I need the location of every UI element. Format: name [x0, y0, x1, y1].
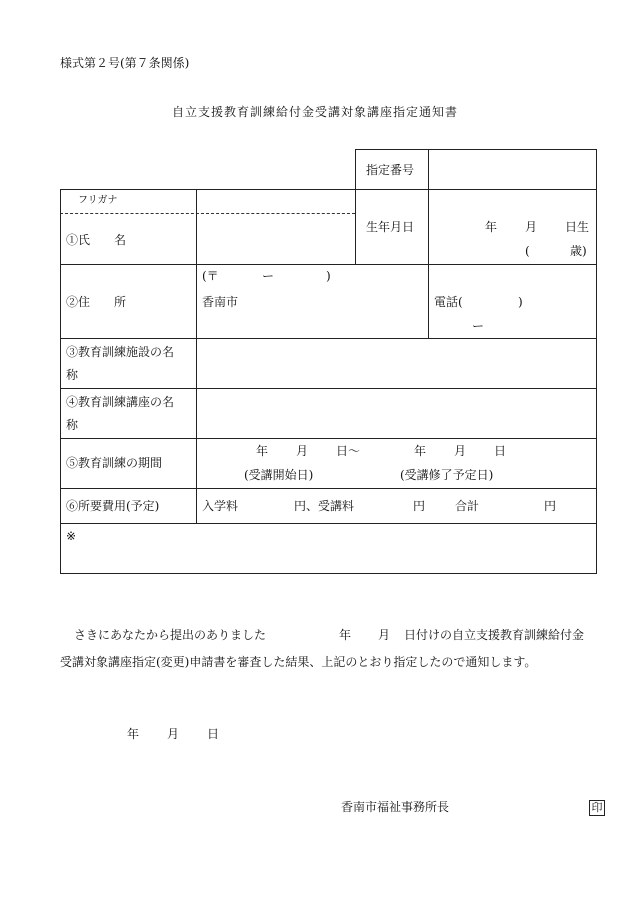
notice-text-part1: さきにあなたから提出のありました [74, 628, 267, 642]
age-open: ( [525, 244, 530, 258]
table-line [355, 149, 596, 150]
table-line [428, 149, 429, 264]
note-mark: ※ [66, 529, 77, 543]
furigana-label: フリガナ [78, 195, 118, 206]
table-line [355, 149, 356, 264]
address-label: ②住 所 [66, 295, 127, 309]
table-line [60, 573, 596, 574]
yen-label: 円 [544, 499, 557, 513]
phone-label: 電話( [434, 295, 463, 309]
course-label: ④教育訓練講座の名 [66, 395, 175, 409]
issue-month-label: 月 [167, 727, 180, 741]
issue-year-label: 年 [127, 727, 140, 741]
table-line [60, 523, 596, 524]
end-day-label: 日 [494, 444, 507, 458]
table-line [60, 438, 596, 439]
yen-label: 円 [413, 499, 426, 513]
table-line [428, 264, 429, 338]
age-close: 歳) [570, 244, 587, 258]
phone-close: ) [518, 295, 523, 309]
start-caption: (受講開始日) [244, 468, 314, 482]
name-label: ①氏 名 [66, 233, 127, 247]
facility-label-cont: 称 [66, 368, 79, 382]
form-reference: 様式第２号(第７条関係) [60, 56, 190, 70]
admission-fee-label: 入学料 [202, 499, 239, 513]
notice-text-part2: 日付けの自立支援教育訓練給付金 [404, 628, 585, 642]
notice-month-label: 月 [378, 628, 391, 642]
postal-close: ) [326, 269, 331, 283]
table-line [196, 189, 197, 523]
city-name: 香南市 [202, 295, 239, 309]
end-year-label: 年 [414, 444, 427, 458]
end-month-label: 月 [454, 444, 467, 458]
table-line [60, 189, 61, 574]
birth-month-label: 月 [525, 220, 538, 234]
furigana-divider [60, 213, 355, 214]
table-line [60, 189, 596, 190]
issuer-name: 香南市福祉事務所長 [341, 800, 450, 814]
document-title: 自立支援教育訓練給付金受講対象講座指定通知書 [171, 105, 458, 119]
table-line [60, 264, 596, 265]
table-line [596, 149, 597, 574]
postal-dash: ー [262, 269, 275, 283]
total-label: 合計 [455, 499, 480, 513]
notice-text-line2: 受講対象講座指定(変更)申請書を審査した結果、上記のとおり指定したので通知します。 [60, 655, 537, 669]
birth-year-label: 年 [485, 220, 498, 234]
issue-day-label: 日 [207, 727, 220, 741]
table-line [60, 388, 596, 389]
period-label: ⑤教育訓練の期間 [66, 456, 163, 470]
facility-label: ③教育訓練施設の名 [66, 345, 175, 359]
phone-dash: ー [472, 319, 485, 333]
course-label-cont: 称 [66, 418, 79, 432]
notice-year-label: 年 [339, 628, 352, 642]
start-day-label: 日～ [336, 444, 361, 458]
course-fee-label: 円、受講料 [294, 499, 355, 513]
birth-day-label: 日生 [565, 220, 590, 234]
designation-number-label: 指定番号 [366, 163, 415, 177]
table-line [60, 488, 596, 489]
end-caption: (受講修了予定日) [400, 468, 494, 482]
start-year-label: 年 [256, 444, 269, 458]
seal-mark: 印 [589, 800, 605, 816]
birthdate-label: 生年月日 [366, 220, 415, 234]
cost-label: ⑥所要費用(予定) [66, 499, 160, 513]
postal-open: (〒 [202, 269, 219, 283]
table-line [60, 338, 596, 339]
start-month-label: 月 [296, 444, 309, 458]
